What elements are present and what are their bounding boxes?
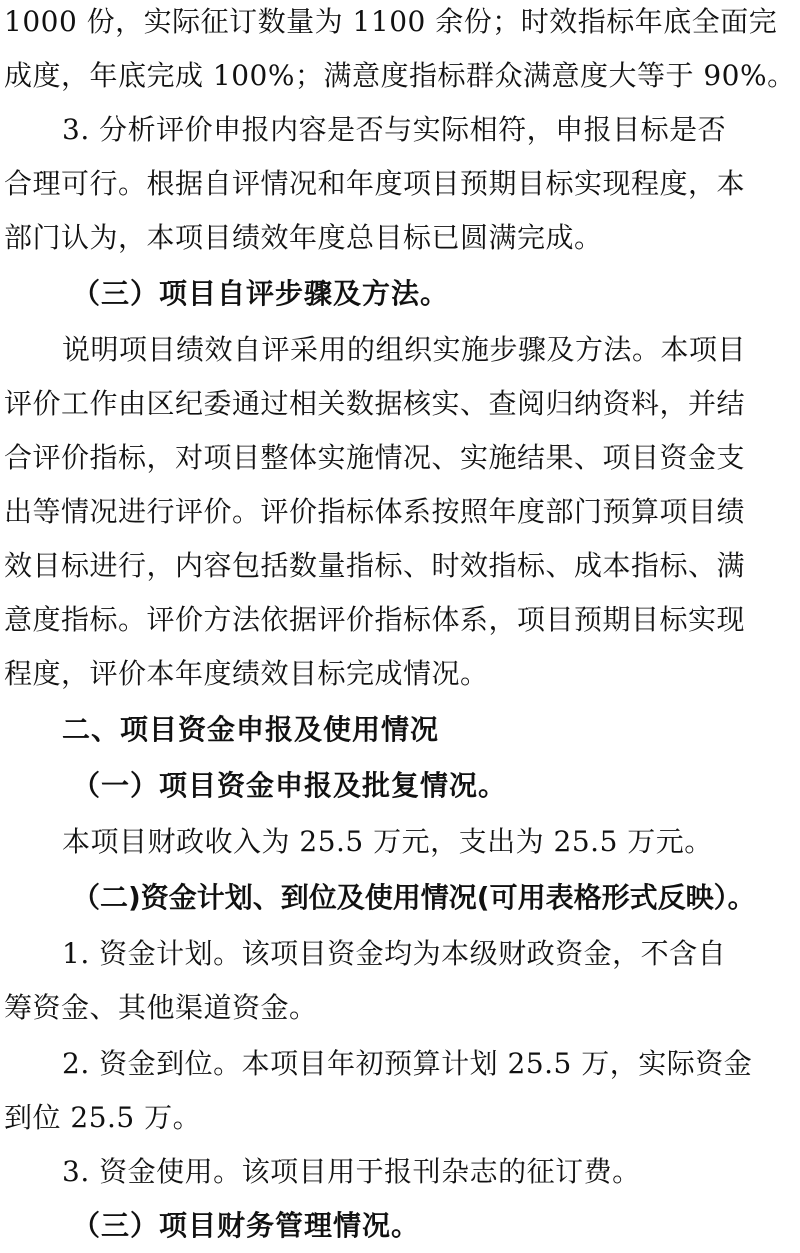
paragraph-line: 出等情况进行评价。评价指标体系按照年度部门预算项目绩 <box>4 495 746 528</box>
paragraph-line: 筹资金、其他渠道资金。 <box>4 991 318 1024</box>
section-heading: （三）项目自评步骤及方法。 <box>72 277 450 310</box>
paragraph-line: 2. 资金到位。本项目年初预算计划 25.5 万，实际资金 <box>62 1047 753 1080</box>
paragraph-line: 程度，评价本年度绩效目标完成情况。 <box>4 657 489 690</box>
paragraph-line: 3. 资金使用。该项目用于报刊杂志的征订费。 <box>62 1155 641 1188</box>
paragraph-line: 合理可行。根据自评情况和年度项目预期目标实现程度，本 <box>4 167 746 200</box>
paragraph-line: 1. 资金计划。该项目资金均为本级财政资金，不含自 <box>62 937 727 970</box>
paragraph-line: 意度指标。评价方法依据评价指标体系，项目预期目标实现 <box>4 603 746 636</box>
section-heading: （二)资金计划、到位及使用情况(可用表格形式反映）。 <box>72 881 756 914</box>
section-heading: （一）项目资金申报及批复情况。 <box>72 769 508 802</box>
paragraph-line: 本项目财政收入为 25.5 万元，支出为 25.5 万元。 <box>62 825 713 858</box>
paragraph-line: 成度，年底完成 100%；满意度指标群众满意度大等于 90%。 <box>4 59 796 92</box>
section-heading: （三）项目财务管理情况。 <box>72 1209 421 1242</box>
paragraph-line: 到位 25.5 万。 <box>4 1101 202 1134</box>
chapter-heading: 二、项目资金申报及使用情况 <box>62 713 440 746</box>
paragraph-line: 评价工作由区纪委通过相关数据核实、查阅归纳资料，并结 <box>4 387 746 420</box>
paragraph-line: 1000 份，实际征订数量为 1100 余份；时效指标年底全面完 <box>4 5 778 38</box>
paragraph-line: 合评价指标，对项目整体实施情况、实施结果、项目资金支 <box>4 441 746 474</box>
paragraph-line: 部门认为，本项目绩效年度总目标已圆满完成。 <box>4 221 603 254</box>
paragraph-line: 3. 分析评价申报内容是否与实际相符，申报目标是否 <box>62 113 727 146</box>
paragraph-line: 说明项目绩效自评采用的组织实施步骤及方法。本项目 <box>62 333 747 366</box>
paragraph-line: 效目标进行，内容包括数量指标、时效指标、成本指标、满 <box>4 549 746 582</box>
